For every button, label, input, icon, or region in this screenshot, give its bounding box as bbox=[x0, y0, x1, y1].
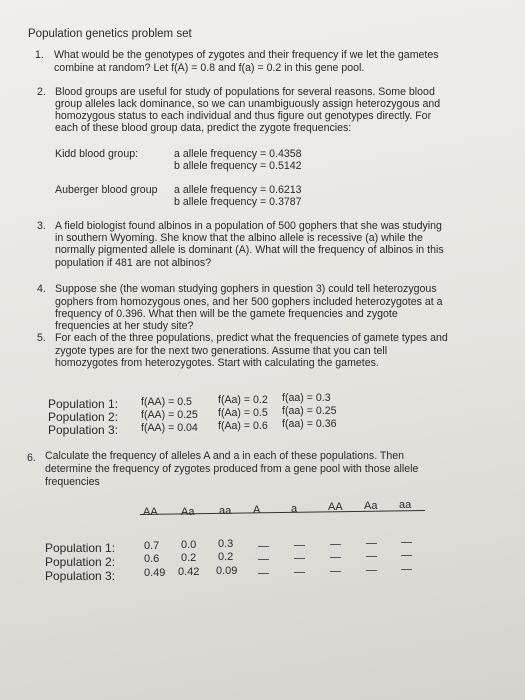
q6-row2-label: Population 2: bbox=[45, 555, 116, 569]
q6-row3-aa: 0.09 bbox=[216, 565, 238, 577]
q4-line-1: Suppose she (the woman studying gophers in question 3) could tell heterozygous bbox=[55, 283, 437, 295]
q2-line-1: Blood groups are useful for study of populations for several reasons. Some blood bbox=[55, 86, 435, 98]
q6-row1-Aa: 0.0 bbox=[181, 539, 197, 551]
q5-pop1-label: Population 1: bbox=[48, 397, 119, 411]
q5-line-2: zygote types are for the next two generations. Assume that you can tell bbox=[55, 345, 388, 357]
q5-pop3-label: Population 3: bbox=[48, 423, 119, 437]
blank-r3-aa bbox=[401, 569, 412, 570]
auberger-b-frequency: b allele frequency = 0.3787 bbox=[174, 196, 302, 208]
q1-line-2: combine at random? Let f(A) = 0.8 and f(a) = 0.2 in this gene pool. bbox=[54, 62, 365, 74]
q5-number: 5. bbox=[37, 332, 46, 344]
q5-pop3-Aa: f(Aa) = 0.6 bbox=[218, 420, 268, 432]
blank-r3-A bbox=[258, 573, 269, 574]
blank-r3-AA bbox=[330, 571, 341, 572]
kidd-a-frequency: a allele frequency = 0.4358 bbox=[174, 148, 302, 160]
q3-number: 3. bbox=[37, 220, 46, 232]
q3-line-3: normally pigmented allele is dominant (A). What will the frequency of albinos in this bbox=[55, 244, 444, 256]
q2-line-3: homozygous status to each individual and thus figure out genotypes directly. For bbox=[55, 110, 432, 122]
blank-r3-a bbox=[294, 572, 305, 573]
blank-r1-a bbox=[294, 545, 305, 546]
q3-line-2: in southern Wyoming. She know that the albino allele is recessive (a) while the bbox=[55, 232, 423, 244]
q6-row2-AA: 0.6 bbox=[144, 553, 160, 565]
q5-pop1-AA: f(AA) = 0.5 bbox=[141, 396, 192, 408]
q5-pop2-label: Population 2: bbox=[48, 410, 119, 424]
q5-pop2-AA: f(AA) = 0.25 bbox=[141, 409, 198, 421]
q5-pop3-aa: f(aa) = 0.36 bbox=[282, 418, 337, 430]
q6-row1-AA: 0.7 bbox=[144, 540, 160, 552]
q6-line-1: Calculate the frequency of alleles A and a in each of these populations. Then bbox=[45, 450, 405, 462]
q3-line-4: population if 481 are not albinos? bbox=[55, 257, 212, 269]
q6-header-a: a bbox=[291, 503, 298, 515]
q5-pop2-Aa: f(Aa) = 0.5 bbox=[218, 407, 268, 419]
q6-header-AA-2: AA bbox=[328, 501, 343, 513]
blank-r2-a bbox=[294, 558, 305, 559]
q6-row1-aa: 0.3 bbox=[218, 538, 234, 550]
q6-row2-aa: 0.2 bbox=[218, 551, 234, 563]
q5-pop2-aa: f(aa) = 0.25 bbox=[282, 405, 337, 417]
blank-r2-A bbox=[258, 559, 269, 560]
blank-r2-aa bbox=[401, 555, 412, 556]
q6-row3-AA: 0.49 bbox=[144, 567, 166, 579]
blank-r3-Aa bbox=[366, 570, 377, 571]
q2-line-2: group alleles lack dominance, so we can unambiguously assign heterozygous and bbox=[55, 98, 441, 110]
q6-header-aa-2: aa bbox=[399, 499, 412, 511]
q6-header-aa: aa bbox=[219, 505, 232, 517]
blank-r2-Aa bbox=[366, 556, 377, 557]
q2-line-4: each of these blood group data, predict the zygote frequencies: bbox=[55, 122, 352, 134]
q5-line-3: homozygotes from heterozygotes. Start with calculating the gametes. bbox=[55, 357, 379, 369]
q5-pop1-aa: f(aa) = 0.3 bbox=[282, 392, 331, 404]
q4-line-3: frequency of 0.396. What then will be the gamete frequencies and zygote bbox=[55, 308, 398, 320]
q4-number: 4. bbox=[37, 283, 46, 295]
kidd-b-frequency: b allele frequency = 0.5142 bbox=[174, 160, 302, 172]
auberger-a-frequency: a allele frequency = 0.6213 bbox=[174, 184, 302, 196]
q6-row1-label: Population 1: bbox=[45, 541, 116, 555]
q5-pop1-Aa: f(Aa) = 0.2 bbox=[218, 394, 268, 406]
q6-row2-Aa: 0.2 bbox=[181, 552, 197, 564]
kidd-label: Kidd blood group: bbox=[55, 148, 139, 160]
blank-r2-AA bbox=[330, 557, 341, 558]
q1-line-1: What would be the genotypes of zygotes and their frequency if we let the gametes bbox=[54, 49, 439, 61]
q6-header-Aa: Aa bbox=[181, 506, 195, 518]
q6-number: 6. bbox=[27, 452, 36, 464]
q2-number: 2. bbox=[37, 86, 46, 98]
q6-header-Aa-2: Aa bbox=[364, 500, 378, 512]
q5-line-1: For each of the three populations, predict what the frequencies of gamete types and bbox=[55, 332, 448, 344]
blank-r1-aa bbox=[401, 542, 412, 543]
q6-header-A: A bbox=[253, 504, 261, 516]
q6-line-3: frequencies bbox=[45, 476, 100, 488]
blank-r1-A bbox=[258, 546, 269, 547]
q3-line-1: A field biologist found albinos in a population of 500 gophers that she was studying bbox=[55, 220, 442, 232]
auberger-label: Auberger blood group bbox=[55, 184, 158, 196]
q5-pop3-AA: f(AA) = 0.04 bbox=[141, 422, 198, 434]
q4-line-4: frequencies at her study site? bbox=[55, 320, 194, 332]
q6-header-AA: AA bbox=[143, 506, 158, 518]
blank-r1-AA bbox=[330, 544, 341, 545]
q4-line-2: gophers from homozygous ones, and her 500 gophers included heterozygotes at a bbox=[55, 296, 443, 308]
blank-r1-Aa bbox=[366, 543, 377, 544]
q6-line-2: determine the frequency of zygotes produced from a gene pool with those allele bbox=[45, 463, 419, 475]
q1-number: 1. bbox=[35, 49, 44, 61]
q6-row3-Aa: 0.42 bbox=[178, 566, 200, 578]
q6-row3-label: Population 3: bbox=[45, 569, 116, 583]
page-title: Population genetics problem set bbox=[28, 28, 192, 40]
